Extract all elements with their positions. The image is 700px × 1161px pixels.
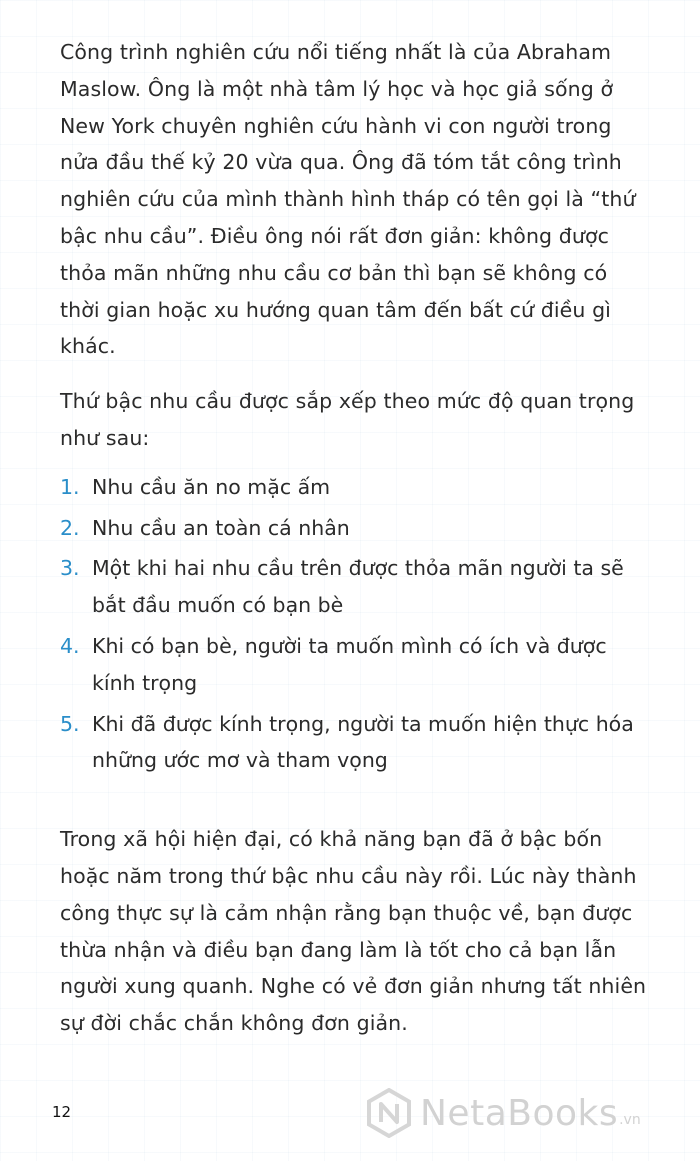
- netabooks-logo-icon: [364, 1088, 414, 1138]
- watermark: [364, 1088, 641, 1138]
- paragraph-conclusion: Trong xã hội hiện đại, có khả năng bạn đã ở bậc bốn hoặc năm trong thứ bậc nhu cầu này rồi. Lúc này thành công thực sự là cảm nhận rằng bạn thuộc về, bạn được thừa nhận và điều bạn đang làm là tốt cho cả bạn lẫn người xung quanh. Nghe có vẻ đơn giản nhưng tất nhiên sự đời chắc chắn không đơn giản.: [60, 827, 647, 1036]
- list-item-number: 2.: [60, 515, 80, 540]
- list-item: [60, 628, 652, 702]
- list-item-number: 1.: [60, 474, 80, 499]
- list-item: [60, 510, 652, 547]
- list-item-text: Nhu cầu ăn no mặc ấm: [92, 474, 331, 499]
- paragraph-list-intro: Thứ bậc nhu cầu được sắp xếp theo mức độ quan trọng như sau:: [60, 389, 635, 450]
- page-number: 12: [52, 1103, 72, 1121]
- list-item: [60, 550, 652, 624]
- list-item: [60, 706, 652, 780]
- list-item-text: Khi có bạn bè, người ta muốn mình có ích và được kính trọng: [92, 633, 607, 695]
- watermark-suffix: .vn: [619, 1112, 641, 1128]
- list-item-text: Khi đã được kính trọng, người ta muốn hiện thực hóa những ước mơ và tham vọng: [92, 711, 634, 773]
- list-item-text: Nhu cầu an toàn cá nhân: [92, 515, 350, 540]
- list-item-text: Một khi hai nhu cầu trên được thỏa mãn người ta sẽ bắt đầu muốn có bạn bè: [92, 556, 624, 618]
- list-item-number: 5.: [60, 711, 80, 736]
- list-item-number: 3.: [60, 556, 80, 581]
- list-item: [60, 469, 652, 506]
- needs-list: [60, 469, 652, 779]
- watermark-text: NetaBooks: [420, 1092, 619, 1134]
- page-content: [60, 34, 652, 1042]
- paragraph-intro: Công trình nghiên cứu nổi tiếng nhất là của Abraham Maslow. Ông là một nhà tâm lý học và học giả sống ở New York chuyên nghiên cứu hành vi con người trong nửa đầu thế kỷ 20 vừa qua. Ông đã tóm tắt công trình nghiên cứu của mình thành hình tháp có tên gọi là “thứ bậc nhu cầu”. Điều ông nói rất đơn giản: không được thỏa mãn những nhu cầu cơ bản thì bạn sẽ không có thời gian hoặc xu hướng quan tâm đến bất cứ điều gì khác.: [60, 40, 636, 359]
- list-item-number: 4.: [60, 633, 80, 658]
